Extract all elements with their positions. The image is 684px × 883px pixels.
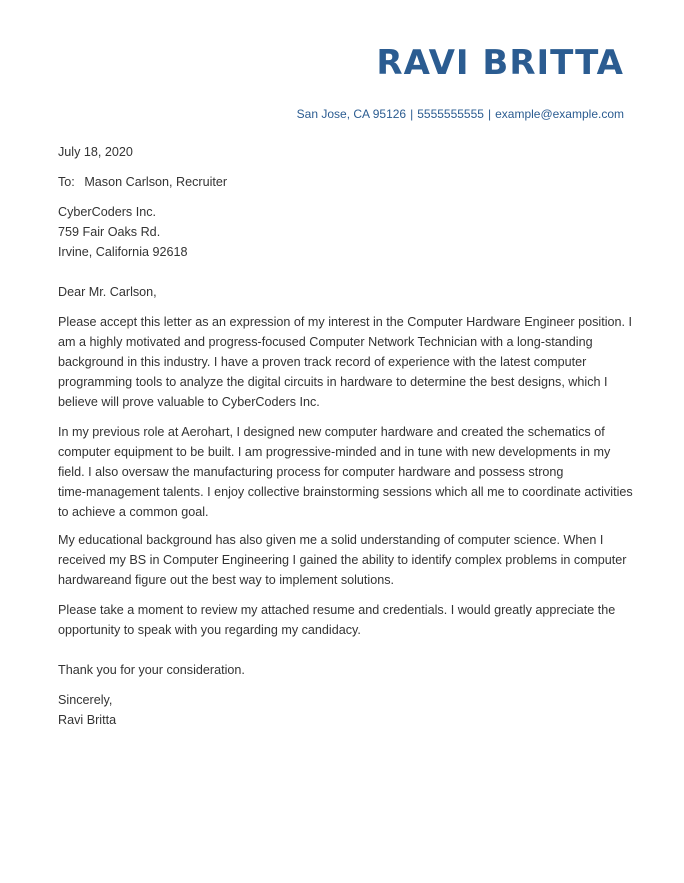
paragraph-3 <box>58 530 628 590</box>
paragraph-line: In my previous role at Aerohart, I designed new computer hardware and created the schematics of <box>58 425 605 439</box>
paragraph-line: time-management talents. I enjoy collective brainstorming sessions which all me to coordinate activities <box>58 485 633 499</box>
paragraph-line: field. I also oversaw the manufacturing process for computer hardware and possess strong <box>58 465 564 479</box>
thank-you-line: Thank you for your consideration. <box>58 663 245 677</box>
paragraph-line: received my BS in Computer Engineering I gained the ability to identify complex problems in computer <box>58 553 627 567</box>
letter-date: July 18, 2020 <box>58 145 133 159</box>
contact-separator: | <box>487 107 492 121</box>
contact-address: San Jose, CA 95126 <box>296 107 407 121</box>
paragraph-1 <box>58 312 633 412</box>
to-label: To: <box>58 175 75 189</box>
paragraph-line: programming tools to analyze the digital circuits in hardware to determine the best designs, which I <box>58 375 608 389</box>
company-name: CyberCoders Inc. <box>58 205 156 219</box>
company-address <box>58 202 628 262</box>
paragraph-line: opportunity to speak with you regarding my candidacy. <box>58 623 361 637</box>
contact-info <box>297 106 624 122</box>
paragraph-line: believe will prove valuable to CyberCoders Inc. <box>58 395 320 409</box>
signature-name: Ravi Britta <box>58 713 117 727</box>
letter-body <box>58 142 633 730</box>
paragraph-line: Please take a moment to review my attached resume and credentials. I would greatly appreciate the <box>58 603 616 617</box>
paragraph-line: hardwareand figure out the best way to implement solutions. <box>58 573 395 587</box>
paragraph-2 <box>58 422 633 522</box>
paragraph-line: background in this industry. I have a proven track record of experience with the latest computer <box>58 355 587 369</box>
applicant-name: RAVI BRITTA <box>376 43 624 83</box>
paragraph-line: am a highly motivated and progress-focused Computer Network Technician with a long-standing <box>58 335 593 349</box>
paragraph-line: My educational background has also given me a solid understanding of computer science. When I <box>58 533 604 547</box>
paragraph-line: computer equipment to be built. I am progressive-minded and in tune with new developments in my <box>58 445 611 459</box>
company-street: 759 Fair Oaks Rd. <box>58 225 161 239</box>
paragraph-line: to achieve a common goal. <box>58 505 209 519</box>
paragraph-line: Please accept this letter as an expression of my interest in the Computer Hardware Engineer position. I <box>58 315 633 329</box>
recipient-line <box>58 172 628 192</box>
paragraph-4 <box>58 600 628 640</box>
salutation: Dear Mr. Carlson, <box>58 285 157 299</box>
contact-separator: | <box>410 107 414 121</box>
closing: Sincerely, <box>58 693 113 707</box>
contact-phone: 5555555555 <box>417 107 484 121</box>
company-city: Irvine, California 92618 <box>58 245 188 259</box>
contact-email: example@example.com <box>495 107 624 121</box>
recipient-name: Mason Carlson, Recruiter <box>84 175 228 189</box>
